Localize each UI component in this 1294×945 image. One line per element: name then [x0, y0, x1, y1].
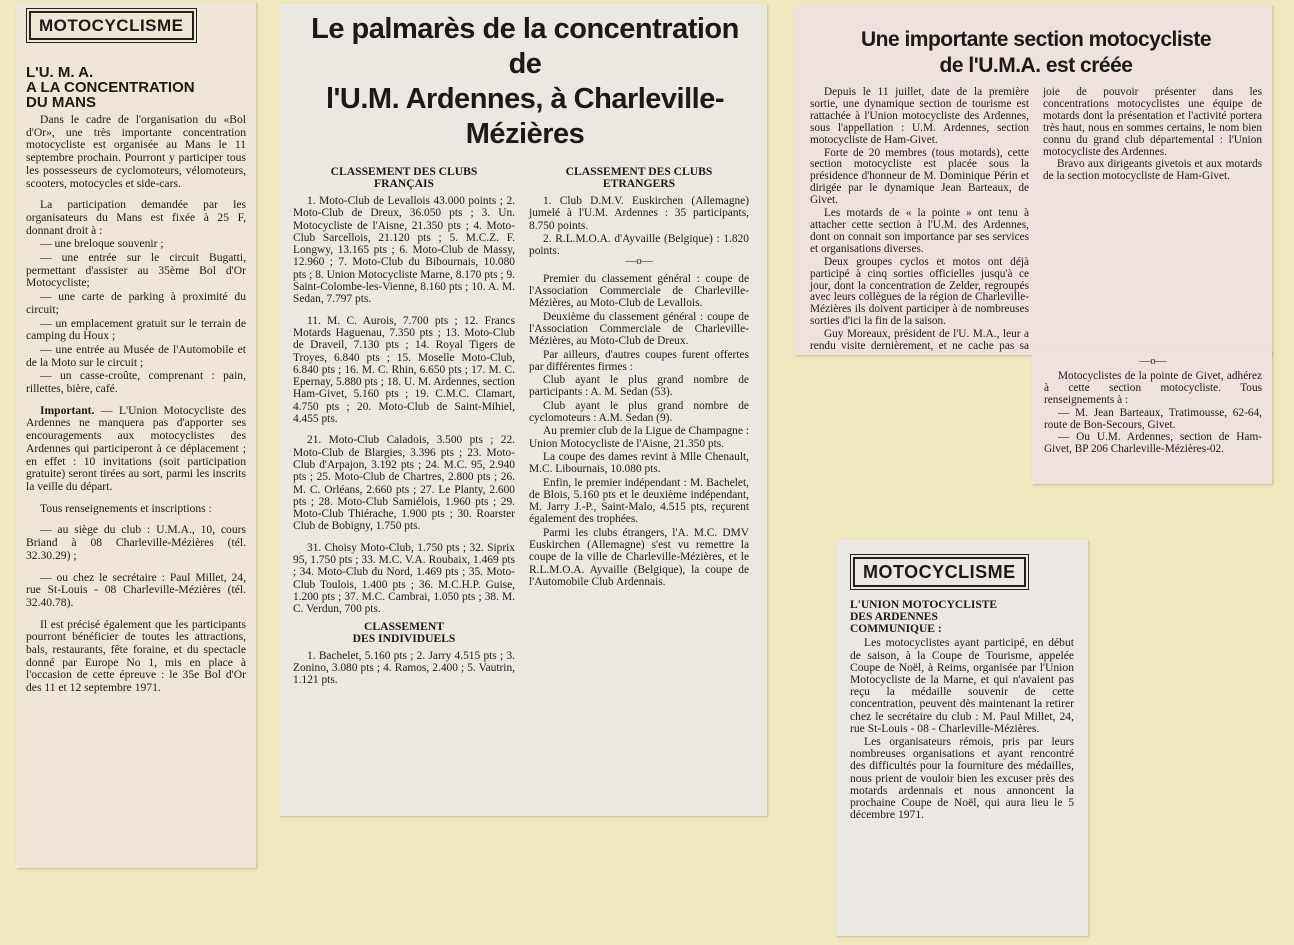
ranking-block: 31. Choisy Moto-Club, 1.750 pts ; 32. Siprix 95, 1.750 pts ; 33. M.C. V.A. Roubaix, 1.469 pts ; 34. Moto-Club du Nord, 1.469 pts ; 35. Moto-Club Toulois, 1.400 pts ; 36. M.C.H.P. Guise, 1.200 pts ; 37. M.C. Cambrai, 1.050 pts ; 38. M. C. Verdun, 700 pts.: [293, 541, 515, 616]
individual-ranking: 1. Bachelet, 5.160 pts ; 2. Jarry 4.515 pts ; 3. Zonino, 3.080 pts ; 4. Ramos, 2.400 ; 5. Vautrin, 1.121 pts.: [293, 649, 515, 687]
individual-ranking-heading: [293, 621, 515, 645]
section-headline: [810, 27, 1262, 79]
heading-line: CLASSEMENT DES CLUBS: [330, 165, 478, 178]
heading-line: DES INDIVIDUELS: [352, 631, 456, 645]
paragraph: Deuxième du classement général : coupe de l'Association Commerciale de Charleville-Mézières, au Moto-Club de Dreux.: [529, 310, 749, 348]
contact-club: — au siège du club : U.M.A., 10, cours Briand à 08 Charleville-Mézières (tél. 32.30.29) ;: [26, 523, 246, 562]
clipping-section-ham-givet: [794, 5, 1272, 355]
heading-line: CLASSEMENT DES CLUBS: [565, 165, 713, 178]
list-item: — une breloque souvenir ;: [40, 237, 164, 251]
paragraph: Guy Moreaux, président de l'U. M.A., leur a rendu visite dernièrement, et ne cache pas sa joie de pouvoir présenter dans les concentrations motocyclistes une équipe de motards dont la présentation et l'activité portera très haut, nous en sommes certains, le nom bien connu du grand club départemental : l'Union motocycliste des Ardennes.: [810, 86, 1262, 353]
article-heading: [26, 65, 246, 110]
communique-body: [850, 637, 1074, 821]
list-item: — un casse-croûte, comprenant : pain, rillettes, bière, café.: [26, 369, 246, 396]
section-label: MOTOCYCLISME: [29, 11, 194, 40]
contact-info: [1032, 352, 1272, 456]
separator: —o—: [625, 255, 653, 268]
list-item: — une entrée sur le circuit Bugatti, permettant d'assister au 35ème Bol d'Or Motocycliste;: [26, 251, 246, 290]
paragraph: 1. Club D.M.V. Euskirchen (Allemagne) jumelé à l'U.M. Ardennes : 35 participants, 8.750 points.: [529, 195, 749, 232]
paragraph: Deux groupes cyclos et motos ont déjà participé à cinq sorties officielles jusqu'à ce jour, dont la concentration de Zelder, regroupés avec leurs collègues de la région de Charleville-Mézières ils doivent participer à de nombreuses sorties d'ici la fin de la saison.: [810, 255, 1029, 328]
clipping-medaille-coupe-noel: [836, 540, 1088, 936]
ranking-block: 1. Moto-Club de Levallois 43.000 points ; 2. Moto-Club de Dreux, 36.050 pts ; 3. Un. Motocycliste de l'Aisne, 21.350 pts ; 4. Moto-Club Sarcellois, 21.120 pts ; 5. M.C.Z. F. Longwy, 13.165 pts ; 6. Moto-Club de Massy, 12.960 ; 7. Moto-Club du Bibournais, 10.080 pts ; 8. Union Motocycliste Marne, 8.170 pts ; 9. Saint-Colombe-les-Vienne, 8.160 pts ; 10. A. M. Sedan, 7.797 pts.: [293, 195, 515, 306]
heading-line: ETRANGERS: [602, 177, 676, 190]
section-article-body: [810, 87, 1262, 355]
section-label-frame: [26, 8, 197, 43]
french-clubs-column: [293, 166, 515, 695]
heading-line: A LA CONCENTRATION: [26, 79, 195, 96]
contact-uma: — Ou U.M. Ardennes, section de Ham-Givet, BP 206 Charleville-Mézières-02.: [1044, 431, 1262, 456]
ranking-block: 11. M. C. Aurois, 7.700 pts ; 12. Francs Motards Haguenau, 7.350 pts ; 13. Moto-Club de Draveil, 7.130 pts ; 14. Royal Tigers de Troyes, 6.840 pts ; 15. Moselle Moto-Club, 6.840 pts ; 16. M. C. Rhin, 6.650 pts ; 17. M. C. Epernay, 5.880 pts ; 18. U. M. Ardennes, section Ham-Givet, 5.160 pts ; 19. C.M.C. Clamart, 4.750 pts ; 20. Moto-Club de Saint-Mihiel, 4.455 pts.: [293, 314, 515, 426]
paragraph: Les motards de « la pointe » ont tenu à attacher cette section à l'U.M. des Ardennes, dont on connait son importance par ses services et organisations diverses.: [810, 207, 1029, 255]
paragraph: Motocyclistes de la pointe de Givet, adhérez à cette section motocycliste. Tous renseignements à :: [1044, 369, 1262, 406]
list-item: — une carte de parking à proximité du circuit;: [26, 290, 246, 316]
paragraph: Les motocyclistes ayant participé, en début de saison, à la Coupe de Tourisme, appelée Coupe de Noël, à Reims, organisée par l'Union Motocycliste de la Marne, et qui n'avaient pas reçu la médaille souvenir de cette concentration, peuvent dès maintenant la retirer chez le secrétaire du club : M. Paul Millet, 24, rue St-Louis - 08 - Charleville-Mézières.: [850, 636, 1074, 735]
important-text: — L'Union Motocycliste des Ardennes ne manquera pas d'apporter ses encouragements aux motocyclistes des Ardennes qui participeront à ce déplacement ; en effet : 10 invitations (soit participation gratuite) seront tirées au sort, parmi les inscrits la veille du départ.: [26, 403, 246, 493]
separator: —o—: [1139, 355, 1167, 367]
heading-line: DES ARDENNES: [850, 610, 938, 623]
contact-barteaux: — M. Jean Barteaux, Tratimousse, 62-64, route de Bon-Secours, Givet.: [1044, 406, 1262, 431]
paragraph: Club ayant le plus grand nombre de cyclomoteurs : A.M. Sedan (9).: [529, 399, 749, 425]
clipping-palmares: [279, 4, 767, 816]
palmares-headline: [293, 12, 757, 152]
heading-line: FRANÇAIS: [374, 177, 434, 190]
important-paragraph: [26, 405, 246, 494]
french-clubs-heading: [293, 166, 515, 190]
clipping-uma-concentration-mans: [16, 2, 256, 868]
paragraph: Par ailleurs, d'autres coupes furent offertes par différentes firmes :: [529, 348, 749, 373]
heading-line: L'U. M. A.: [26, 64, 94, 81]
contact-secretary: — ou chez le secrétaire : Paul Millet, 24, rue St-Louis - 08 Charleville-Mézières (tél. 32.40.78).: [26, 570, 246, 609]
paragraph: Parmi les clubs étrangers, l'A. M.C. DMV Euskirchen (Allemagne) s'est vu remettre la coupe de la ville de Charleville-Mézières, et le R.L.M.O.A. Ayvaille (Belgique), la coupe de l'Automobile Club Ardennais.: [529, 526, 749, 588]
foreign-clubs-heading: [529, 166, 749, 190]
communique-heading: [850, 600, 1074, 635]
paragraph: Bravo aux dirigeants givetois et aux motards de la section motocycliste de Ham-Givet.: [1043, 158, 1262, 183]
paragraph: Les organisateurs rémois, pris par leurs nombreuses organisations et ayant rencontré des difficultés pour la fourniture des médailles, nous prient de vouloir bien les excuser près des motards ardennais et nous annoncent la prochaine Coupe de Noël, qui aura lieu le 5 décembre 1971.: [850, 735, 1074, 822]
paragraph: Enfin, le premier indépendant : M. Bachelet, de Blois, 5.160 pts et le deuxième indépendant, M. Jarry J.-P., Saint-Malo, 4.515 pts, reçurent également des trophées.: [529, 476, 749, 526]
paragraph: Au premier club de la Ligue de Champagne : Union Motocycliste de l'Aisne, 21.350 pts.: [529, 425, 749, 450]
paragraph: Forte de 20 membres (tous motards), cette section motocycliste est placée sous la présidence d'honneur de M. Dominique Périn et dirigée par le dynamique Jean Barteaux, de Givet.: [810, 146, 1029, 207]
paragraph: La coupe des dames revint à Mlle Chenault, M.C. Libournais, 10.080 pts.: [529, 450, 749, 476]
paragraph: Club ayant le plus grand nombre de participants : A. M. Sedan (53).: [529, 374, 749, 399]
heading-line: DU MANS: [26, 94, 96, 111]
info-intro: Tous renseignements et inscriptions :: [40, 501, 212, 515]
heading-line: COMMUNIQUE :: [850, 622, 942, 635]
closing-paragraph: Il est précisé également que les participants pourront bénéficier de toutes les attractions, bals, restaurants, fête foraine, et du spectacle donné par Europe No 1, mis en place à l'occasion de cette épreuve : le 35e Bol d'Or des 11 et 12 septembre 1971.: [26, 617, 246, 695]
article-body: [26, 114, 246, 695]
paragraph: Premier du classement général : coupe de l'Association Commerciale de Charleville-Mézières, au Moto-Club de Levallois.: [529, 272, 749, 310]
section-label-frame: [850, 554, 1029, 590]
paragraph: Depuis le 11 juillet, date de la première sortie, une dynamique section de tourisme est rattachée à l'Union motocycliste des Ardennes, sous l'appellation : U.M. Ardennes, section motocycliste de Ham-Givet.: [810, 86, 1029, 146]
paragraph: 2. R.L.M.O.A. d'Ayvaille (Belgique) : 1.820 points.: [529, 232, 749, 258]
important-lead: Important.: [40, 403, 95, 417]
heading-line: CLASSEMENT: [364, 619, 444, 633]
headline-line: l'U.M. Ardennes, à Charleville-Mézières: [325, 83, 725, 150]
headline-line: Une importante section motocycliste: [860, 28, 1212, 51]
clipping-section-ham-givet-continued: [1032, 352, 1272, 484]
list-item: — une entrée au Musée de l'Automobile et de la Moto sur le circuit ;: [26, 342, 246, 369]
headline-line: Le palmarès de la concentration de: [311, 13, 739, 80]
section-label: MOTOCYCLISME: [853, 557, 1026, 587]
paragraph: Dans le cadre de l'organisation du «Bol d'Or», une très importante concentration motocycliste est organisée au Mans le 11 septembre prochain. Pourront y participer tous les possesseurs de cyclomoteurs, vélomoteurs, scooters, motocycles et side-cars.: [26, 113, 246, 190]
paragraph: La participation demandée par les organisateurs du Mans est fixée à 25 F, donnant droit à :: [26, 198, 246, 237]
ranking-block: 21. Moto-Club Caladois, 3.500 pts ; 22. Moto-Club de Blargies, 3.396 pts ; 23. Moto-Club d'Arpajon, 3.192 pts ; 24. M.C. 95, 2.940 pts ; 25. Moto-Club de Chartres, 2.800 pts ; 26. M. C. Orléans, 2.660 pts ; 27. Le Planty, 2.600 pts ; 28. Moto-Club Samiélois, 1.960 pts ; 29. Moto-Club Thiérache, 1.900 pts ; 30. Roarster Club de Bobigny, 1.750 pts.: [293, 434, 515, 533]
list-item: — un emplacement gratuit sur le terrain de camping du Houx ;: [26, 316, 246, 343]
heading-line: L'UNION MOTOCYCLISTE: [850, 599, 998, 611]
foreign-clubs-column: [529, 166, 749, 695]
headline-line: de l'U.M.A. est créée: [939, 54, 1133, 77]
